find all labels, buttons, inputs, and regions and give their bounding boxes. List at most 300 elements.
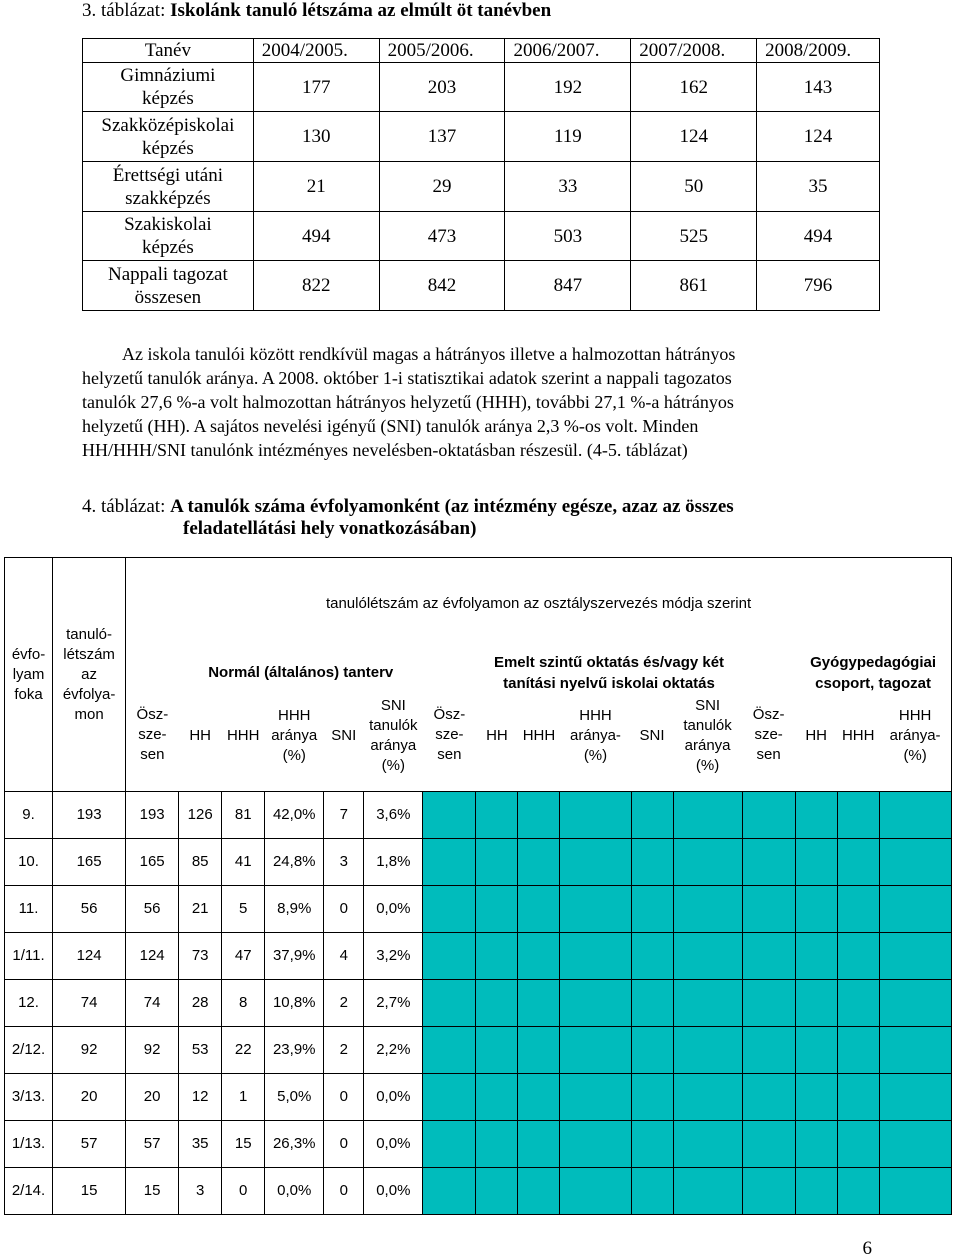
table3-row-label	[83, 63, 254, 112]
header-line: Ösz-	[752, 706, 785, 724]
sni-pct-cell: 2,2%	[364, 1027, 423, 1074]
count-cell: 15	[53, 1168, 126, 1215]
label-line: képzés	[142, 88, 194, 109]
shaded-cell	[631, 933, 673, 980]
hh-cell: 12	[179, 1074, 222, 1121]
table3-cell: 494	[757, 212, 880, 261]
count-cell: 56	[53, 886, 126, 933]
group-header-emelt	[476, 650, 742, 696]
shaded-cell	[879, 980, 951, 1027]
header-line: évfo-	[11, 645, 46, 663]
table3-cell: 29	[379, 162, 505, 212]
paragraph-line: helyzetű (HH). A sajátos nevelési igényű (SNI) tanulók aránya 2,3 %-os volt. Minden	[82, 416, 699, 436]
page-number: 6	[862, 1238, 872, 1259]
paragraph-line: helyzetű tanulók aránya. A 2008. október 1-i statisztikai adatok szerint a nappali tagozatos	[82, 368, 732, 388]
header-line: Ösz-	[433, 706, 466, 724]
header-line: HHH	[898, 706, 932, 724]
shaded-cell	[560, 1168, 631, 1215]
shaded-cell	[673, 1074, 742, 1121]
table3-cell: 119	[505, 112, 631, 162]
osszesen-cell: 193	[126, 792, 179, 839]
table3-cell: 861	[631, 261, 757, 311]
shaded-cell	[631, 1074, 673, 1121]
hh-cell: 35	[179, 1121, 222, 1168]
shaded-cell	[560, 839, 631, 886]
osszesen-cell: 20	[126, 1074, 179, 1121]
table-row	[5, 839, 952, 886]
header-line: tanulók	[683, 716, 732, 734]
sni-cell: 4	[324, 933, 364, 980]
header-line: sen	[756, 746, 781, 764]
shaded-cell	[560, 886, 631, 933]
sni-cell: 0	[324, 1074, 364, 1121]
hhh-pct-cell: 37,9%	[265, 933, 324, 980]
shaded-cell	[560, 1074, 631, 1121]
header-line: csoport, tagozat	[815, 674, 931, 692]
hh-header: HH	[486, 726, 508, 744]
table3-caption	[82, 0, 551, 22]
table3-header-cell: 2004/2005.	[253, 39, 379, 63]
grade-cell: 2/14.	[5, 1168, 53, 1215]
header-line: tanuló-	[66, 625, 113, 643]
shaded-cell	[795, 839, 837, 886]
table3-cell: 203	[379, 63, 505, 112]
shaded-cell	[837, 1027, 879, 1074]
shaded-cell	[742, 1027, 795, 1074]
group-header-gyogy	[795, 650, 951, 696]
hhh-pct-cell: 5,0%	[265, 1074, 324, 1121]
shaded-cell	[476, 980, 518, 1027]
shaded-cell	[518, 1121, 560, 1168]
table3-cell: 796	[757, 261, 880, 311]
hh-cell: 21	[179, 886, 222, 933]
shaded-cell	[673, 933, 742, 980]
sni-arany-header	[673, 696, 742, 792]
sni-pct-cell: 1,8%	[364, 839, 423, 886]
shaded-cell	[879, 933, 951, 980]
paragraph-line: tanulók 27,6 %-a volt halmozottan hátrányos helyzetű (HHH), további 27,1 %-a hátrányos	[82, 392, 734, 412]
table3-cell: 847	[505, 261, 631, 311]
hhh-header: HHH	[841, 726, 875, 744]
osszesen-cell: 56	[126, 886, 179, 933]
table3-cell: 503	[505, 212, 631, 261]
table3	[82, 38, 880, 311]
table3-cell: 192	[505, 63, 631, 112]
sni-pct-cell: 0,0%	[364, 1074, 423, 1121]
shaded-cell	[673, 792, 742, 839]
table3-header-cell: Tanév	[83, 39, 254, 63]
header-line: (%)	[583, 746, 608, 764]
grade-cell: 2/12.	[5, 1027, 53, 1074]
paragraph-line: HH/HHH/SNI tanulónk intézményes nevelésben-oktatásban részesül. (4-5. táblázat)	[82, 440, 688, 460]
table4-caption-line: A tanulók száma évfolyamonként (az intézmény egésze, azaz az összes	[170, 496, 734, 517]
header-line: Normál (általános) tanterv	[208, 664, 394, 681]
shaded-cell	[476, 1121, 518, 1168]
table3-row	[83, 261, 880, 311]
table3-row	[83, 112, 880, 162]
shaded-cell	[673, 1168, 742, 1215]
osszesen-header	[742, 650, 795, 792]
body-paragraph	[82, 342, 872, 462]
shaded-cell	[795, 1074, 837, 1121]
shaded-cell	[631, 1027, 673, 1074]
table4-group-header-row	[5, 650, 952, 696]
table3-caption-prefix: 3. táblázat:	[82, 0, 171, 21]
shaded-cell	[476, 1168, 518, 1215]
table-row	[5, 886, 952, 933]
shaded-cell	[423, 1074, 476, 1121]
header-line: Ösz-	[136, 706, 169, 724]
osszesen-cell: 92	[126, 1027, 179, 1074]
hhh-cell: 8	[222, 980, 265, 1027]
shaded-cell	[837, 933, 879, 980]
shaded-cell	[423, 933, 476, 980]
shaded-cell	[837, 1168, 879, 1215]
label-line: Nappali tagozat	[108, 263, 228, 285]
label-line: képzés	[142, 137, 194, 159]
table4-caption-line: feladatellátási hely vonatkozásában)	[183, 518, 477, 539]
table3-header-cell: 2008/2009.	[757, 39, 880, 63]
table3-cell: 124	[757, 112, 880, 162]
header-line: tanulók	[369, 716, 418, 734]
shaded-cell	[879, 1027, 951, 1074]
grade-cell: 9.	[5, 792, 53, 839]
table3-cell: 494	[253, 212, 379, 261]
table4-caption	[82, 496, 734, 540]
shaded-cell	[518, 1074, 560, 1121]
sni-pct-cell: 3,6%	[364, 792, 423, 839]
header-line: (%)	[381, 756, 405, 774]
table3-cell: 35	[757, 162, 880, 212]
header-line: létszám	[63, 645, 115, 663]
shaded-cell	[518, 1027, 560, 1074]
hhh-arany-header	[560, 696, 631, 792]
table4	[4, 557, 952, 1215]
sni-cell: 0	[324, 1168, 364, 1215]
grade-cell: 3/13.	[5, 1074, 53, 1121]
sni-arany-header	[364, 696, 423, 792]
header-line: SNI	[695, 696, 721, 714]
shaded-cell	[837, 792, 879, 839]
shaded-cell	[423, 1121, 476, 1168]
shaded-cell	[476, 792, 518, 839]
shaded-cell	[476, 933, 518, 980]
count-cell: 74	[53, 980, 126, 1027]
table-row	[5, 1168, 952, 1215]
sni-cell: 0	[324, 886, 364, 933]
table-row	[5, 792, 952, 839]
shaded-cell	[673, 980, 742, 1027]
shaded-cell	[742, 1121, 795, 1168]
sni-pct-cell: 3,2%	[364, 933, 423, 980]
osszesen-cell: 57	[126, 1121, 179, 1168]
shaded-cell	[879, 1168, 951, 1215]
shaded-cell	[423, 1168, 476, 1215]
header-line: sze-	[138, 726, 167, 744]
label-line: képzés	[142, 237, 194, 258]
count-cell: 92	[53, 1027, 126, 1074]
table3-row-label	[83, 212, 254, 261]
hhh-cell: 1	[222, 1074, 265, 1121]
hhh-cell: 5	[222, 886, 265, 933]
shaded-cell	[518, 792, 560, 839]
shaded-cell	[795, 886, 837, 933]
count-header	[53, 558, 126, 792]
shaded-cell	[631, 1168, 673, 1215]
grade-cell: 1/11.	[5, 933, 53, 980]
sni-header: SNI	[331, 726, 357, 744]
group-header-normal	[179, 650, 423, 696]
super-header: tanulólétszám az évfolyamon az osztályszervezés módja szerint	[126, 558, 952, 650]
table3-cell: 842	[379, 261, 505, 311]
shaded-cell	[518, 933, 560, 980]
hhh-cell: 47	[222, 933, 265, 980]
table3-header-cell: 2006/2007.	[505, 39, 631, 63]
shaded-cell	[742, 933, 795, 980]
shaded-cell	[518, 1168, 560, 1215]
shaded-cell	[795, 933, 837, 980]
header-line: aránya	[684, 736, 731, 754]
shaded-cell	[837, 839, 879, 886]
shaded-cell	[742, 886, 795, 933]
table3-row	[83, 63, 880, 112]
sni-cell: 2	[324, 1027, 364, 1074]
hh-cell: 28	[179, 980, 222, 1027]
hh-cell: 53	[179, 1027, 222, 1074]
shaded-cell	[631, 980, 673, 1027]
header-line: tanítási nyelvű iskolai oktatás	[503, 674, 715, 692]
shaded-cell	[879, 792, 951, 839]
table3-cell: 143	[757, 63, 880, 112]
osszesen-cell: 15	[126, 1168, 179, 1215]
shaded-cell	[423, 980, 476, 1027]
count-cell: 193	[53, 792, 126, 839]
grade-cell: 12.	[5, 980, 53, 1027]
shaded-cell	[560, 1121, 631, 1168]
shaded-cell	[560, 980, 631, 1027]
hhh-arany-header	[265, 696, 324, 792]
hhh-cell: 15	[222, 1121, 265, 1168]
header-line: sen	[140, 746, 165, 764]
label-line: Érettségi utáni	[112, 164, 224, 186]
shaded-cell	[518, 886, 560, 933]
hh-cell: 3	[179, 1168, 222, 1215]
shaded-cell	[742, 792, 795, 839]
table3-header-cell: 2005/2006.	[379, 39, 505, 63]
sni-cell: 7	[324, 792, 364, 839]
shaded-cell	[631, 839, 673, 886]
shaded-cell	[879, 839, 951, 886]
shaded-cell	[631, 1121, 673, 1168]
shaded-cell	[795, 1027, 837, 1074]
header-line: (%)	[903, 746, 927, 764]
header-line: aránya	[271, 726, 318, 744]
hh-header: HH	[189, 726, 211, 744]
table3-cell: 33	[505, 162, 631, 212]
hhh-arany-header	[879, 696, 951, 792]
shaded-cell	[673, 1121, 742, 1168]
grade-cell: 11.	[5, 886, 53, 933]
table3-cell: 21	[253, 162, 379, 212]
header-line: HHH	[277, 706, 311, 724]
hh-cell: 73	[179, 933, 222, 980]
hhh-pct-cell: 0,0%	[265, 1168, 324, 1215]
count-cell: 20	[53, 1074, 126, 1121]
shaded-cell	[476, 886, 518, 933]
label-line: szakképzés	[125, 187, 211, 209]
header-line: sze-	[435, 726, 464, 744]
shaded-cell	[423, 886, 476, 933]
table-row	[5, 1121, 952, 1168]
shaded-cell	[742, 1168, 795, 1215]
header-line: aránya	[370, 736, 417, 754]
shaded-cell	[518, 980, 560, 1027]
table-row	[5, 933, 952, 980]
sni-pct-cell: 0,0%	[364, 886, 423, 933]
table3-cell: 473	[379, 212, 505, 261]
sni-pct-cell: 0,0%	[364, 1121, 423, 1168]
shaded-cell	[560, 792, 631, 839]
table3-row	[83, 162, 880, 212]
table3-cell: 130	[253, 112, 379, 162]
header-line: aránya-	[570, 726, 621, 744]
table3-row-label	[83, 112, 254, 162]
table3-cell: 162	[631, 63, 757, 112]
header-line: (%)	[282, 746, 306, 764]
table3-cell: 177	[253, 63, 379, 112]
shaded-cell	[795, 1168, 837, 1215]
header-line: (%)	[695, 756, 720, 774]
shaded-cell	[423, 792, 476, 839]
shaded-cell	[742, 839, 795, 886]
table3-cell: 50	[631, 162, 757, 212]
osszesen-header	[126, 650, 179, 792]
table3-row-label	[83, 162, 254, 212]
table3-cell: 525	[631, 212, 757, 261]
header-line: foka	[14, 685, 43, 703]
table3-header-cell: 2007/2008.	[631, 39, 757, 63]
label-line: Szakközépiskolai	[101, 114, 235, 136]
hhh-cell: 22	[222, 1027, 265, 1074]
hhh-pct-cell: 23,9%	[265, 1027, 324, 1074]
hh-cell: 126	[179, 792, 222, 839]
header-line: az	[81, 665, 97, 683]
label-line: összesen	[134, 286, 202, 308]
hhh-header: HHH	[226, 726, 260, 744]
shaded-cell	[423, 839, 476, 886]
table3-cell: 822	[253, 261, 379, 311]
header-line: SNI	[380, 696, 406, 714]
header-line: Emelt szintű oktatás és/vagy két	[493, 653, 725, 671]
table3-header-row	[83, 39, 880, 63]
label-line: Szakiskolai	[124, 214, 212, 235]
shaded-cell	[631, 886, 673, 933]
header-line: mon	[74, 705, 104, 723]
count-cell: 165	[53, 839, 126, 886]
header-line: aránya-	[889, 726, 941, 744]
osszesen-cell: 124	[126, 933, 179, 980]
header-line: lyam	[12, 665, 45, 683]
hhh-pct-cell: 10,8%	[265, 980, 324, 1027]
table3-row-label	[83, 261, 254, 311]
hh-header: HH	[805, 726, 827, 744]
hhh-pct-cell: 24,8%	[265, 839, 324, 886]
osszesen-cell: 74	[126, 980, 179, 1027]
table3-caption-title: Iskolánk tanuló létszáma az elmúlt öt tanévben	[170, 0, 552, 21]
sni-pct-cell: 2,7%	[364, 980, 423, 1027]
sni-pct-cell: 0,0%	[364, 1168, 423, 1215]
shaded-cell	[879, 1074, 951, 1121]
table-row	[5, 980, 952, 1027]
sni-cell: 2	[324, 980, 364, 1027]
shaded-cell	[795, 1121, 837, 1168]
header-line: évfolya-	[62, 685, 116, 703]
paragraph-line: Az iskola tanulói között rendkívül magas a hátrányos illetve a halmozottan hátrányos	[122, 344, 736, 364]
sni-header: SNI	[639, 726, 665, 744]
shaded-cell	[476, 839, 518, 886]
hh-cell: 85	[179, 839, 222, 886]
header-line: sze-	[754, 726, 783, 744]
shaded-cell	[518, 839, 560, 886]
shaded-cell	[476, 1027, 518, 1074]
sni-cell: 3	[324, 839, 364, 886]
shaded-cell	[879, 886, 951, 933]
table3-cell: 124	[631, 112, 757, 162]
shaded-cell	[560, 933, 631, 980]
shaded-cell	[673, 839, 742, 886]
hhh-pct-cell: 26,3%	[265, 1121, 324, 1168]
shaded-cell	[795, 980, 837, 1027]
shaded-cell	[879, 1121, 951, 1168]
shaded-cell	[673, 1027, 742, 1074]
hhh-pct-cell: 8,9%	[265, 886, 324, 933]
shaded-cell	[560, 1027, 631, 1074]
hhh-pct-cell: 42,0%	[265, 792, 324, 839]
shaded-cell	[742, 980, 795, 1027]
hhh-cell: 0	[222, 1168, 265, 1215]
table3-cell: 137	[379, 112, 505, 162]
osszesen-header	[423, 650, 476, 792]
grade-header	[5, 558, 53, 792]
grade-cell: 10.	[5, 839, 53, 886]
count-cell: 57	[53, 1121, 126, 1168]
table4-super-header-row	[5, 558, 952, 650]
shaded-cell	[837, 980, 879, 1027]
hhh-header: HHH	[522, 726, 556, 744]
shaded-cell	[837, 886, 879, 933]
table4-caption-prefix: 4. táblázat:	[82, 496, 171, 517]
header-line: Gyógypedagógiai	[810, 653, 936, 671]
table-row	[5, 1074, 952, 1121]
label-line: Gimnáziumi	[120, 65, 216, 86]
shaded-cell	[837, 1074, 879, 1121]
hhh-cell: 41	[222, 839, 265, 886]
shaded-cell	[837, 1121, 879, 1168]
count-cell: 124	[53, 933, 126, 980]
table3-row	[83, 212, 880, 261]
grade-cell: 1/13.	[5, 1121, 53, 1168]
header-line: HHH	[579, 706, 612, 724]
shaded-cell	[742, 1074, 795, 1121]
header-line: sen	[437, 746, 462, 764]
hhh-cell: 81	[222, 792, 265, 839]
shaded-cell	[423, 1027, 476, 1074]
shaded-cell	[673, 886, 742, 933]
sni-cell: 0	[324, 1121, 364, 1168]
shaded-cell	[795, 792, 837, 839]
table-row	[5, 1027, 952, 1074]
osszesen-cell: 165	[126, 839, 179, 886]
